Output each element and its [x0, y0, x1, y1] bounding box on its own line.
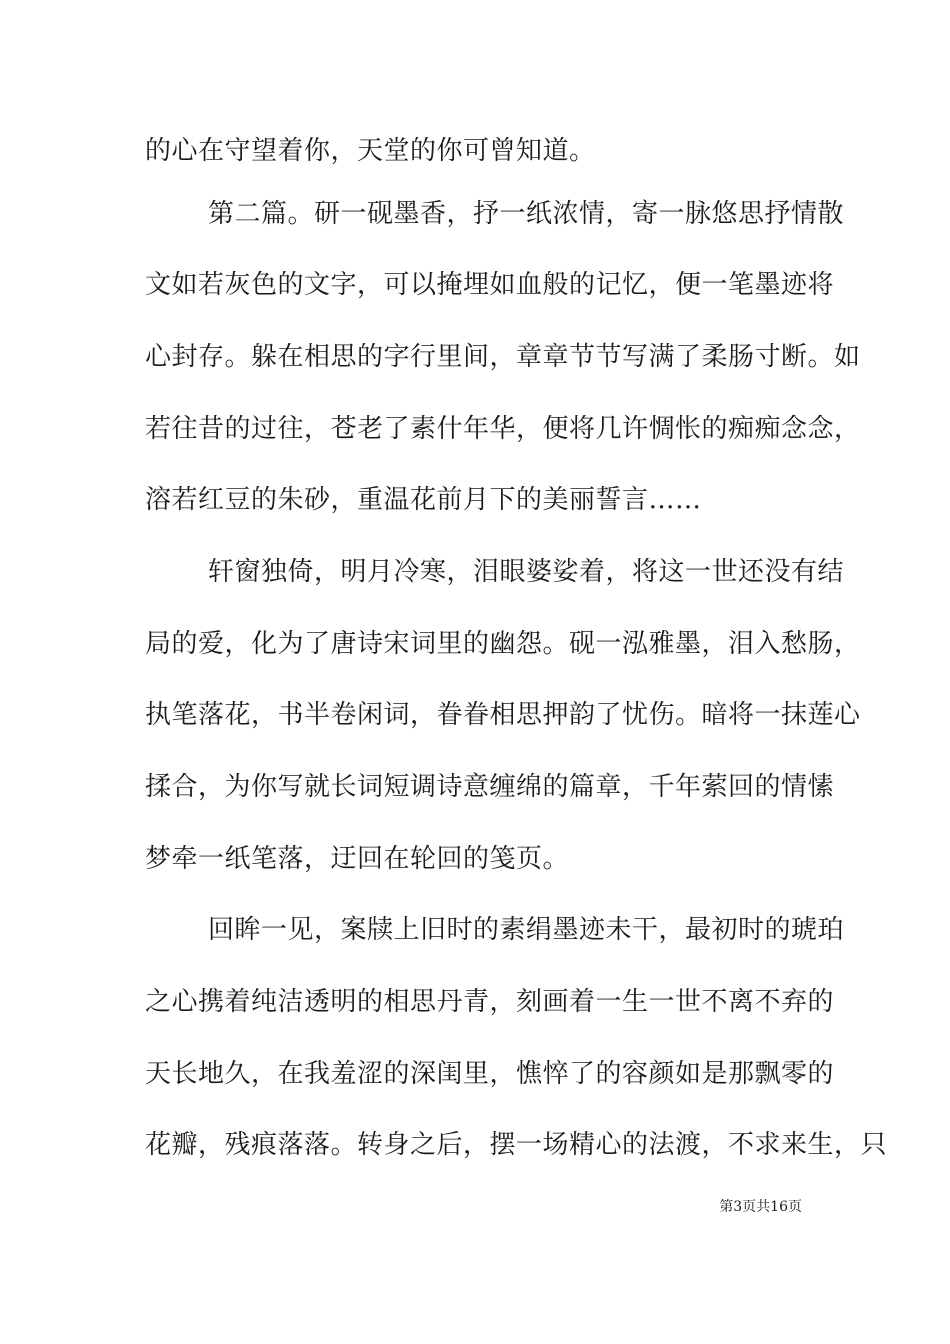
text-line: 溶若红豆的朱砂，重温花前月下的美丽誓言…… — [145, 485, 702, 515]
paragraph-start-line: 第二篇。研一砚墨香，抒一纸浓情，寄一脉悠思抒情散 — [208, 199, 845, 229]
text-line: 花瓣，残痕落落。转身之后，摆一场精心的法渡，不求来生，只 — [145, 1130, 888, 1160]
text-line: 天长地久，在我羞涩的深闺里，憔悴了的容颜如是那飘零的 — [145, 1059, 835, 1089]
page-number-footer: 第3页共16页 — [719, 1199, 802, 1215]
text-line: 梦牵一纸笔落，迂回在轮回的笺页。 — [145, 844, 570, 874]
text-line: 文如若灰色的文字，可以掩埋如血般的记忆，便一笔墨迹将 — [145, 270, 835, 300]
paragraph-start-line: 回眸一见，案牍上旧时的素绢墨迹未干，最初时的琥珀 — [208, 915, 845, 945]
text-line: 之心携着纯洁透明的相思丹青，刻画着一生一世不离不弃的 — [145, 987, 835, 1017]
text-line: 的心在守望着你，天堂的你可曾知道。 — [145, 136, 596, 166]
text-line: 心封存。躲在相思的字行里间，章章节节写满了柔肠寸断。如 — [145, 342, 861, 372]
paragraph-start-line: 轩窗独倚，明月冷寒，泪眼婆娑着，将这一世还没有结 — [208, 557, 845, 587]
text-line: 揉合，为你写就长词短调诗意缠绵的篇章，千年萦回的情愫 — [145, 772, 835, 802]
text-line: 局的爱，化为了唐诗宋词里的幽怨。砚一泓雅墨，泪入愁肠， — [145, 629, 861, 659]
text-line: 若往昔的过往，苍老了素什年华，便将几许惆怅的痴痴念念， — [145, 414, 861, 444]
text-line: 执笔落花，书半卷闲词，眷眷相思押韵了忧伤。暗将一抹莲心 — [145, 700, 861, 730]
